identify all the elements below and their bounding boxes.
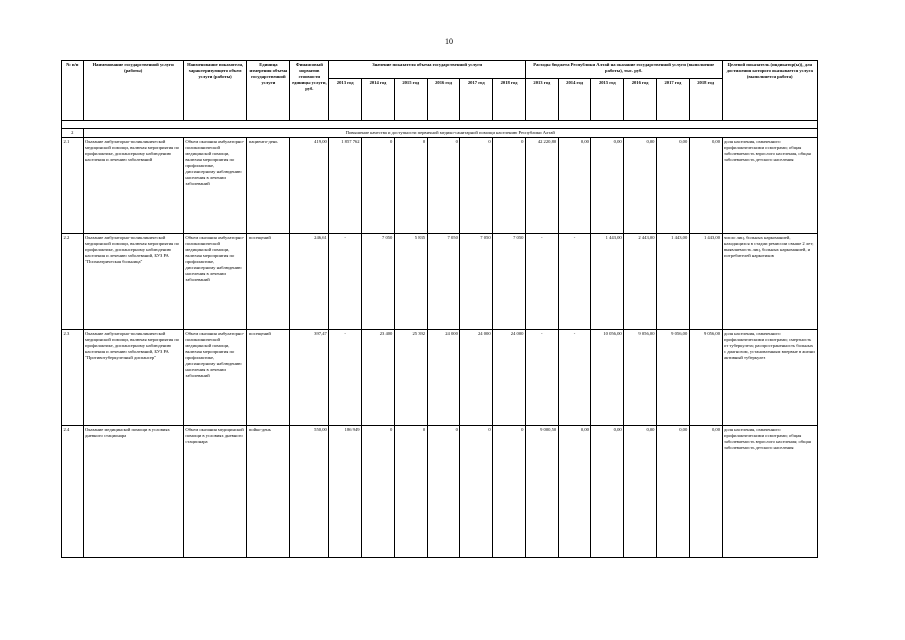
header-year: 2016 год [427, 79, 460, 121]
services-table [61, 60, 818, 558]
row-expense: 0,00 [591, 426, 624, 558]
row-expense: 9 056,00 [689, 330, 722, 426]
page-number: 10 [445, 37, 453, 46]
row-num: 2.3 [62, 330, 84, 426]
header-year: 2017 год [656, 79, 689, 121]
row-unit: пойко-день [247, 426, 290, 558]
header-year: 2014 год [558, 79, 591, 121]
row-expense: 0,00 [689, 426, 722, 558]
row-expense: - [558, 234, 591, 330]
row-volume: 7 050 [493, 234, 526, 330]
header-year: 2015 год [591, 79, 624, 121]
table-row [62, 138, 818, 234]
row-expense: 9 056,00 [624, 330, 657, 426]
row-num: 2.4 [62, 426, 84, 558]
row-expense: 0,00 [624, 138, 657, 234]
row-volume: 0 [493, 426, 526, 558]
row-expense: 0,00 [624, 426, 657, 558]
row-expense: 0,00 [656, 426, 689, 558]
row-volume: 0 [427, 138, 460, 234]
row-service: Оказание медицинской помощи в условиях дневного стационара [83, 426, 183, 558]
row-volume: 24 000 [427, 330, 460, 426]
header-year: 2017 год [460, 79, 493, 121]
row-indicator: Объем оказания медицинской помощи в условиях дневного стационара [183, 426, 247, 558]
header-volume-group: Значение показателя объема государственной услуги [329, 61, 526, 79]
header-year: 2018 год [689, 79, 722, 121]
row-volume: 7 050 [427, 234, 460, 330]
row-expense: 1 443,00 [656, 234, 689, 330]
row-target: доля населения, охваченного профилактическими осмотрами; общая заболеваемость взрослого населения; общая заболеваемость детского населения [722, 426, 817, 558]
row-expense: 0,00 [558, 138, 591, 234]
row-volume: 5 835 [394, 234, 427, 330]
header-year: 2013 год [525, 79, 558, 121]
row-norm: 397,47 [290, 330, 329, 426]
row-volume: 1 857 762 [329, 138, 362, 234]
row-volume: 0 [493, 138, 526, 234]
row-num: 2.1 [62, 138, 84, 234]
row-unit: посещений [247, 234, 290, 330]
row-volume: 186 949 [329, 426, 362, 558]
row-volume: 0 [394, 138, 427, 234]
row-expense: 0,00 [689, 138, 722, 234]
row-indicator: Объем оказания амбулаторно-поликлинической медицинской помощи, включая мероприятия по профилактике, диспансерному наблюдению населения в лечении заболеваний [183, 234, 247, 330]
row-expense: 0,00 [591, 138, 624, 234]
row-expense: 10 056,00 [591, 330, 624, 426]
row-volume: 0 [460, 426, 493, 558]
row-expense: - [525, 330, 558, 426]
row-expense: 0,00 [558, 426, 591, 558]
row-expense: 9 000,50 [525, 426, 558, 558]
row-norm: 246,61 [290, 234, 329, 330]
spacer-row [62, 121, 818, 129]
row-volume: 24 000 [460, 330, 493, 426]
row-volume: 0 [362, 138, 395, 234]
row-unit: пациенто-день [247, 138, 290, 234]
row-expense: 1 443,00 [591, 234, 624, 330]
row-volume: 0 [460, 138, 493, 234]
header-year: 2014 год [362, 79, 395, 121]
header-unit: Единица измерения объема государственной услуги [247, 61, 290, 121]
table-row [62, 426, 818, 558]
header-expense-group: Расходы бюджета Республики Алтай на оказание государственной услуги (выполнение работы), тыс. руб. [525, 61, 722, 79]
table-row [62, 330, 818, 426]
row-indicator: Объем оказания амбулаторно-поликлинической медицинской помощи, включая мероприятия по профилактике, диспансерному наблюдению населения в лечении заболеваний [183, 330, 247, 426]
row-volume: 0 [394, 426, 427, 558]
row-volume: 7 050 [460, 234, 493, 330]
row-service: Оказание амбулаторно-поликлинической медицинской помощи, включая мероприятия по профилактике, диспансерному наблюдению населения и лечению заболеваний [83, 138, 183, 234]
row-volume: 0 [427, 426, 460, 558]
row-expense: 1 443,00 [689, 234, 722, 330]
section-num: 2 [62, 129, 84, 138]
row-volume: 23 400 [362, 330, 395, 426]
row-num: 2.2 [62, 234, 84, 330]
row-expense: - [558, 330, 591, 426]
header-year: 2015 год [394, 79, 427, 121]
header-financial-norm: Финансовый норматив стоимости единицы услуги, руб. [290, 61, 329, 121]
header-indicator-name: Наименование показателя, характеризующего объем услуги (работы) [183, 61, 247, 121]
row-target: число лиц, больных наркоманией, находящихся в стадии ремиссии свыше 2 лет; выявляемость лиц, больных наркоманией, и потребителей наркотиков [722, 234, 817, 330]
row-volume: 0 [362, 426, 395, 558]
row-expense: 0,00 [656, 138, 689, 234]
header-target: Целевой показатель (индикатор(ы)), для достижения которого оказывается услуга (выполняется работа) [722, 61, 817, 121]
row-target: доля населения, охваченного профилактическими осмотрами; смертность от туберкулеза; распространенность больных с диагнозом, установленным впервые в жизни активный туберкулез [722, 330, 817, 426]
header-num: № п/п [62, 61, 84, 121]
table-row [62, 234, 818, 330]
row-indicator: Объем оказания амбулаторно-поликлинической медицинской помощи, включая мероприятия по профилактике, диспансерному наблюдению населения в лечении заболеваний [183, 138, 247, 234]
row-expense: 2 443,00 [624, 234, 657, 330]
row-expense: 9 056,00 [656, 330, 689, 426]
header-service-name: Наименование государственной услуги (работы) [83, 61, 183, 121]
row-volume: 24 000 [493, 330, 526, 426]
row-expense: - [525, 234, 558, 330]
row-service: Оказание амбулаторно-поликлинической медицинской помощи, включая мероприятия по профилактике, диспансерному наблюдению населения и лечению заболеваний, БУЗ РА "Психиатрическая больница" [83, 234, 183, 330]
row-norm: 419,00 [290, 138, 329, 234]
header-year: 2018 год [493, 79, 526, 121]
row-target: доля населения, охваченного профилактическими осмотрами; общая заболеваемость взрослого населения, общая заболеваемость детского населения [722, 138, 817, 234]
row-volume: 25 392 [394, 330, 427, 426]
header-year: 2013 год [329, 79, 362, 121]
row-service: Оказание амбулаторно-поликлинической медицинской помощи, включая мероприятия по профилактике, диспансерному наблюдению населения и лечению заболеваний, БУЗ РА "Противотуберкулезный диспансер" [83, 330, 183, 426]
row-volume: - [329, 234, 362, 330]
header-year: 2016 год [624, 79, 657, 121]
row-unit: посещений [247, 330, 290, 426]
row-volume: - [329, 330, 362, 426]
section-title: Повышение качества и доступности первичной медико-санитарной помощи населению Республики Алтай [83, 129, 818, 138]
row-volume: 7 050 [362, 234, 395, 330]
row-expense: 42 220,80 [525, 138, 558, 234]
row-norm: 550,00 [290, 426, 329, 558]
